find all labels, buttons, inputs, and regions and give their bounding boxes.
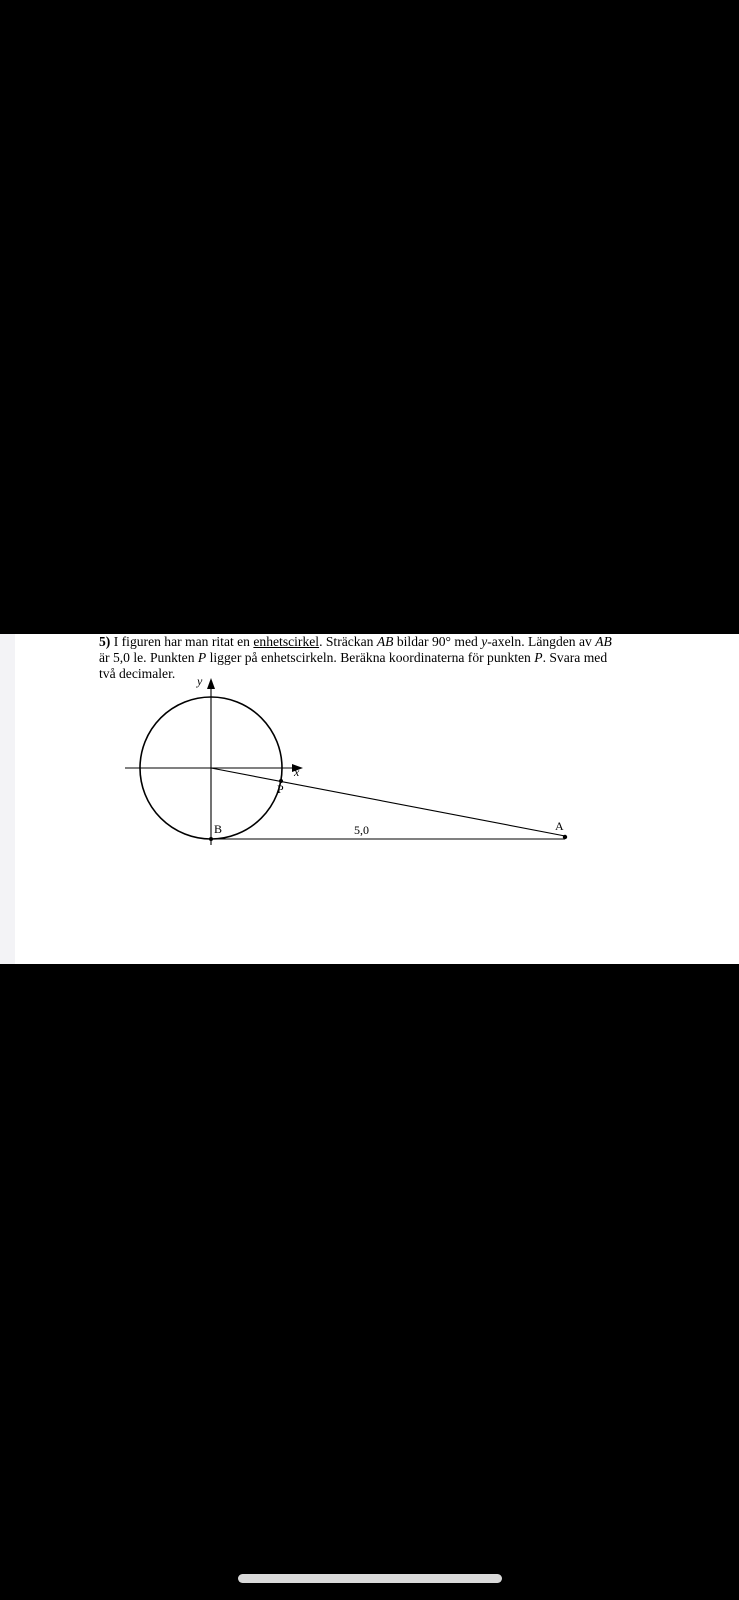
var-p: P xyxy=(197,650,207,665)
point-p-label: P xyxy=(277,782,284,796)
point-b xyxy=(209,837,213,841)
text-part: ligger på enhetscirkeln. Beräkna koordinaterna för punkten xyxy=(206,650,535,665)
x-axis-label: x xyxy=(294,765,300,779)
text-part: är 5,0 le. Punkten xyxy=(99,650,198,665)
text-part: bildar 90° med xyxy=(393,634,482,649)
text-part: två decimaler. xyxy=(99,666,176,681)
text-part: I figuren har man ritat en xyxy=(110,634,254,649)
point-a xyxy=(563,835,567,839)
text-part: . Svara med xyxy=(542,650,608,665)
problem-number: 5) xyxy=(99,634,111,649)
document-image xyxy=(15,634,739,964)
segment-oa xyxy=(211,768,565,836)
term-unit-circle: enhetscirkel xyxy=(253,634,320,649)
point-b-label: B xyxy=(214,822,223,836)
page-edge xyxy=(0,634,15,964)
home-indicator[interactable] xyxy=(238,1574,502,1583)
segment-ab-length-label: 5,0 xyxy=(354,823,369,837)
unit-circle-figure xyxy=(15,634,739,964)
text-part: -axeln. Längden av xyxy=(487,634,596,649)
var-ab: AB xyxy=(376,634,394,649)
var-y: y xyxy=(481,634,488,649)
y-axis-arrow xyxy=(207,678,215,689)
var-ab: AB xyxy=(595,634,612,649)
point-a-label: A xyxy=(555,819,564,833)
var-p: P xyxy=(534,650,543,665)
y-axis-label: y xyxy=(197,674,203,688)
text-part: . Sträckan xyxy=(319,634,377,649)
